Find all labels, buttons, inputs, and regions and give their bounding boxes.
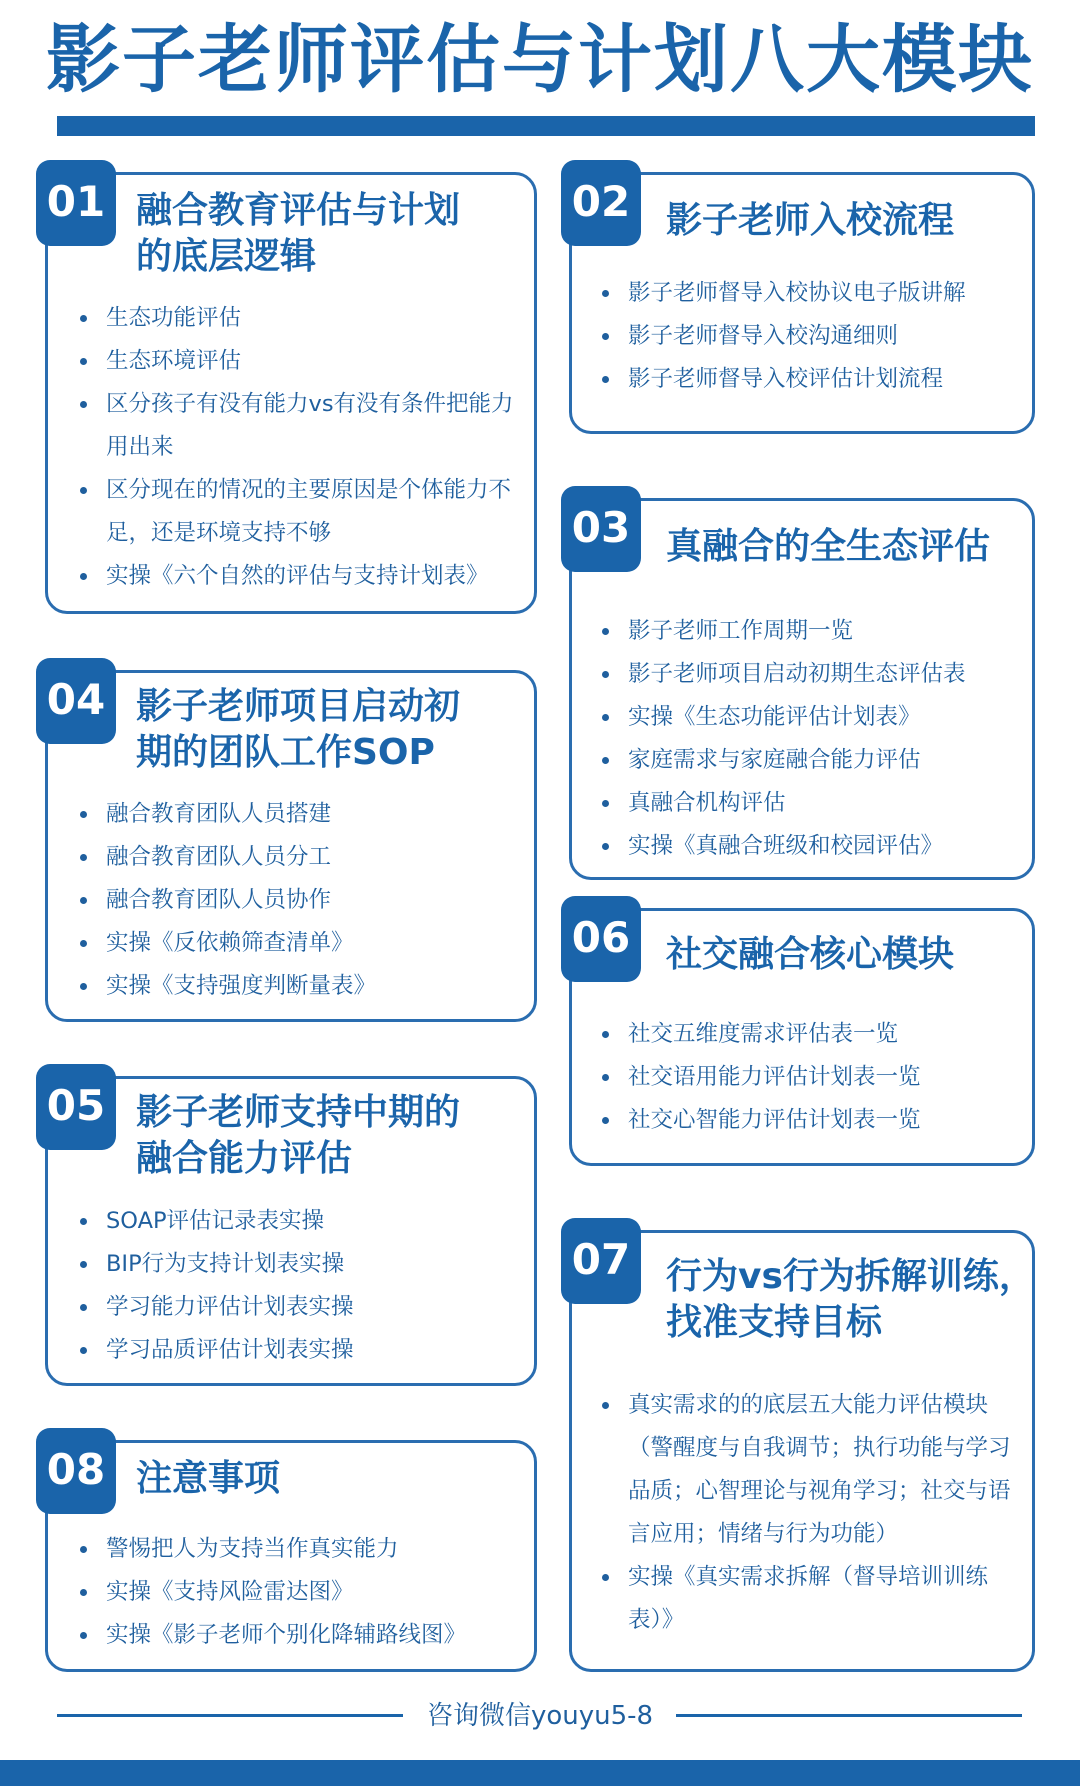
module-heading — [136, 188, 460, 280]
module-number-badge: 06 — [561, 896, 641, 982]
list-item: 生态功能评估 — [76, 297, 516, 340]
module-item-list — [598, 1013, 1018, 1142]
list-item: 家庭需求与家庭融合能力评估 — [598, 739, 1018, 782]
list-item: 真实需求的的底层五大能力评估模块（警醒度与自我调节；执行功能与学习品质；心智理论与视角学习；社交与语言应用；情绪与行为功能） — [598, 1384, 1012, 1556]
list-item: 影子老师工作周期一览 — [598, 610, 1018, 653]
module-heading-line: 影子老师支持中期的 — [136, 1092, 461, 1133]
list-item: 学习能力评估计划表实操 — [76, 1286, 516, 1329]
module-item-list — [598, 610, 1018, 868]
list-item: 生态环境评估 — [76, 340, 516, 383]
list-item: 实操《真实需求拆解（督导培训训练表）》 — [598, 1556, 1012, 1642]
list-item: 实操《六个自然的评估与支持计划表》 — [76, 555, 516, 598]
module-heading — [666, 932, 954, 978]
module-heading-line: 社交融合核心模块 — [666, 934, 955, 975]
bottom-bar — [0, 1760, 1080, 1786]
module-number-badge: 07 — [561, 1218, 641, 1304]
list-item: 实操《影子老师个别化降辅路线图》 — [76, 1614, 516, 1657]
list-item: 融合教育团队人员分工 — [76, 836, 516, 879]
list-item: 实操《支持强度判断量表》 — [76, 965, 516, 1008]
module-heading — [136, 1456, 280, 1502]
module-item-list — [598, 1384, 1012, 1642]
list-item: 影子老师督导入校沟通细则 — [598, 315, 1018, 358]
list-item: SOAP评估记录表实操 — [76, 1200, 516, 1243]
module-heading-line: 融合教育评估与计划 — [136, 190, 461, 231]
module-number-badge: 08 — [36, 1428, 116, 1514]
list-item: 真融合机构评估 — [598, 782, 1018, 825]
list-item: 影子老师督导入校协议电子版讲解 — [598, 272, 1018, 315]
list-item: 学习品质评估计划表实操 — [76, 1329, 516, 1372]
module-heading — [666, 524, 990, 570]
module-number-badge: 05 — [36, 1064, 116, 1150]
module-heading — [136, 1090, 460, 1182]
module-heading-line: 融合能力评估 — [136, 1138, 353, 1179]
list-item: 社交语用能力评估计划表一览 — [598, 1056, 1018, 1099]
module-heading — [666, 1254, 1035, 1346]
module-heading-line: 找准支持目标 — [666, 1302, 883, 1343]
module-heading-line: 影子老师入校流程 — [666, 200, 955, 241]
module-number-badge: 03 — [561, 486, 641, 572]
module-heading — [666, 198, 954, 244]
module-item-list — [76, 1528, 516, 1657]
list-item: 影子老师项目启动初期生态评估表 — [598, 653, 1018, 696]
module-number-badge: 02 — [561, 160, 641, 246]
module-heading — [136, 684, 460, 776]
list-item: 实操《支持风险雷达图》 — [76, 1571, 516, 1614]
module-heading-line: 行为vs行为拆解训练， — [666, 1256, 1035, 1297]
module-item-list — [598, 272, 1018, 401]
module-number-badge: 01 — [36, 160, 116, 246]
footer-contact: 咨询微信youyu5-8 — [426, 1701, 654, 1731]
list-item: 实操《反依赖筛查清单》 — [76, 922, 516, 965]
list-item: 融合教育团队人员搭建 — [76, 793, 516, 836]
module-heading-line: 注意事项 — [136, 1458, 281, 1499]
list-item: 融合教育团队人员协作 — [76, 879, 516, 922]
module-heading-line: 影子老师项目启动初 — [136, 686, 461, 727]
list-item: 社交心智能力评估计划表一览 — [598, 1099, 1018, 1142]
module-number-badge: 04 — [36, 658, 116, 744]
module-heading-line: 的底层逻辑 — [136, 236, 317, 277]
list-item: 警惕把人为支持当作真实能力 — [76, 1528, 516, 1571]
module-heading-line: 真融合的全生态评估 — [666, 526, 991, 567]
module-item-list — [76, 297, 516, 598]
list-item: 实操《真融合班级和校园评估》 — [598, 825, 1018, 868]
module-heading-line: 期的团队工作SOP — [136, 732, 435, 773]
module-item-list — [76, 1200, 516, 1372]
list-item: 影子老师督导入校评估计划流程 — [598, 358, 1018, 401]
page-title: 影子老师评估与计划八大模块 — [46, 17, 1034, 103]
module-item-list — [76, 793, 516, 1008]
list-item: 社交五维度需求评估表一览 — [598, 1013, 1018, 1056]
list-item: BIP行为支持计划表实操 — [76, 1243, 516, 1286]
title-underline — [57, 116, 1035, 136]
list-item: 区分现在的情况的主要原因是个体能力不足，还是环境支持不够 — [76, 469, 516, 555]
list-item: 区分孩子有没有能力vs有没有条件把能力用出来 — [76, 383, 516, 469]
list-item: 实操《生态功能评估计划表》 — [598, 696, 1018, 739]
